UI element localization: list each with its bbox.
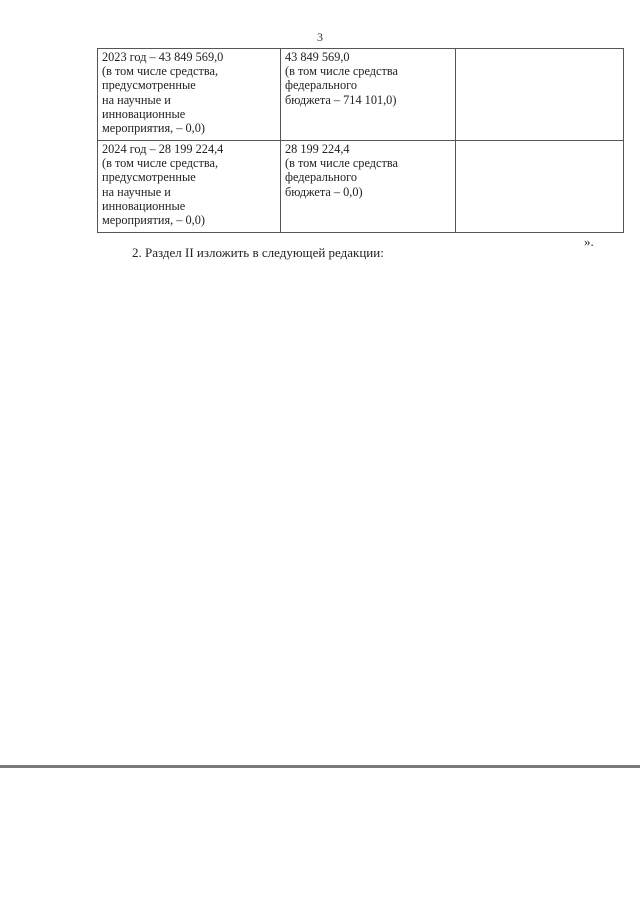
cell-line: 43 849 569,0 (285, 50, 350, 64)
budget-table (97, 48, 624, 233)
table-cell-empty (456, 141, 624, 233)
cell-line: предусмотренные (102, 78, 196, 93)
cell-line: на научные и (102, 184, 171, 199)
table-row (98, 141, 624, 233)
cell-line: мероприятия, – 0,0) (102, 213, 205, 228)
cell-line: федерального (285, 78, 358, 93)
table-cell-amount-2023 (281, 49, 456, 141)
cell-line: федерального (285, 170, 358, 185)
cell-line: на научные и (102, 92, 171, 107)
cell-line: инновационные (102, 106, 186, 121)
cell-line: (в том числе средства (285, 64, 398, 79)
cell-line: инновационные (102, 198, 186, 213)
cell-line: (в том числе средства (285, 156, 398, 171)
cell-line: бюджета – 714 101,0) (285, 92, 397, 107)
cell-line: 28 199 224,4 (285, 142, 350, 156)
table-cell-empty (456, 49, 624, 141)
cell-line: (в том числе средства, (102, 64, 219, 79)
cell-line: 2024 год – 28 199 224,4 (102, 142, 224, 156)
table-row (98, 49, 624, 141)
cell-line: бюджета – 0,0) (285, 184, 363, 199)
cell-line: (в том числе средства, (102, 156, 219, 171)
table-cell-year-2024 (98, 141, 281, 233)
cell-line: предусмотренные (102, 170, 196, 185)
closing-quote: ». (584, 234, 594, 249)
page-number: 3 (317, 30, 323, 44)
table-cell-amount-2024 (281, 141, 456, 233)
section-paragraph: 2. Раздел II изложить в следующей редакции: (132, 245, 384, 260)
table-cell-year-2023 (98, 49, 281, 141)
cell-line: 2023 год – 43 849 569,0 (102, 50, 224, 64)
cell-line: мероприятия, – 0,0) (102, 121, 205, 136)
